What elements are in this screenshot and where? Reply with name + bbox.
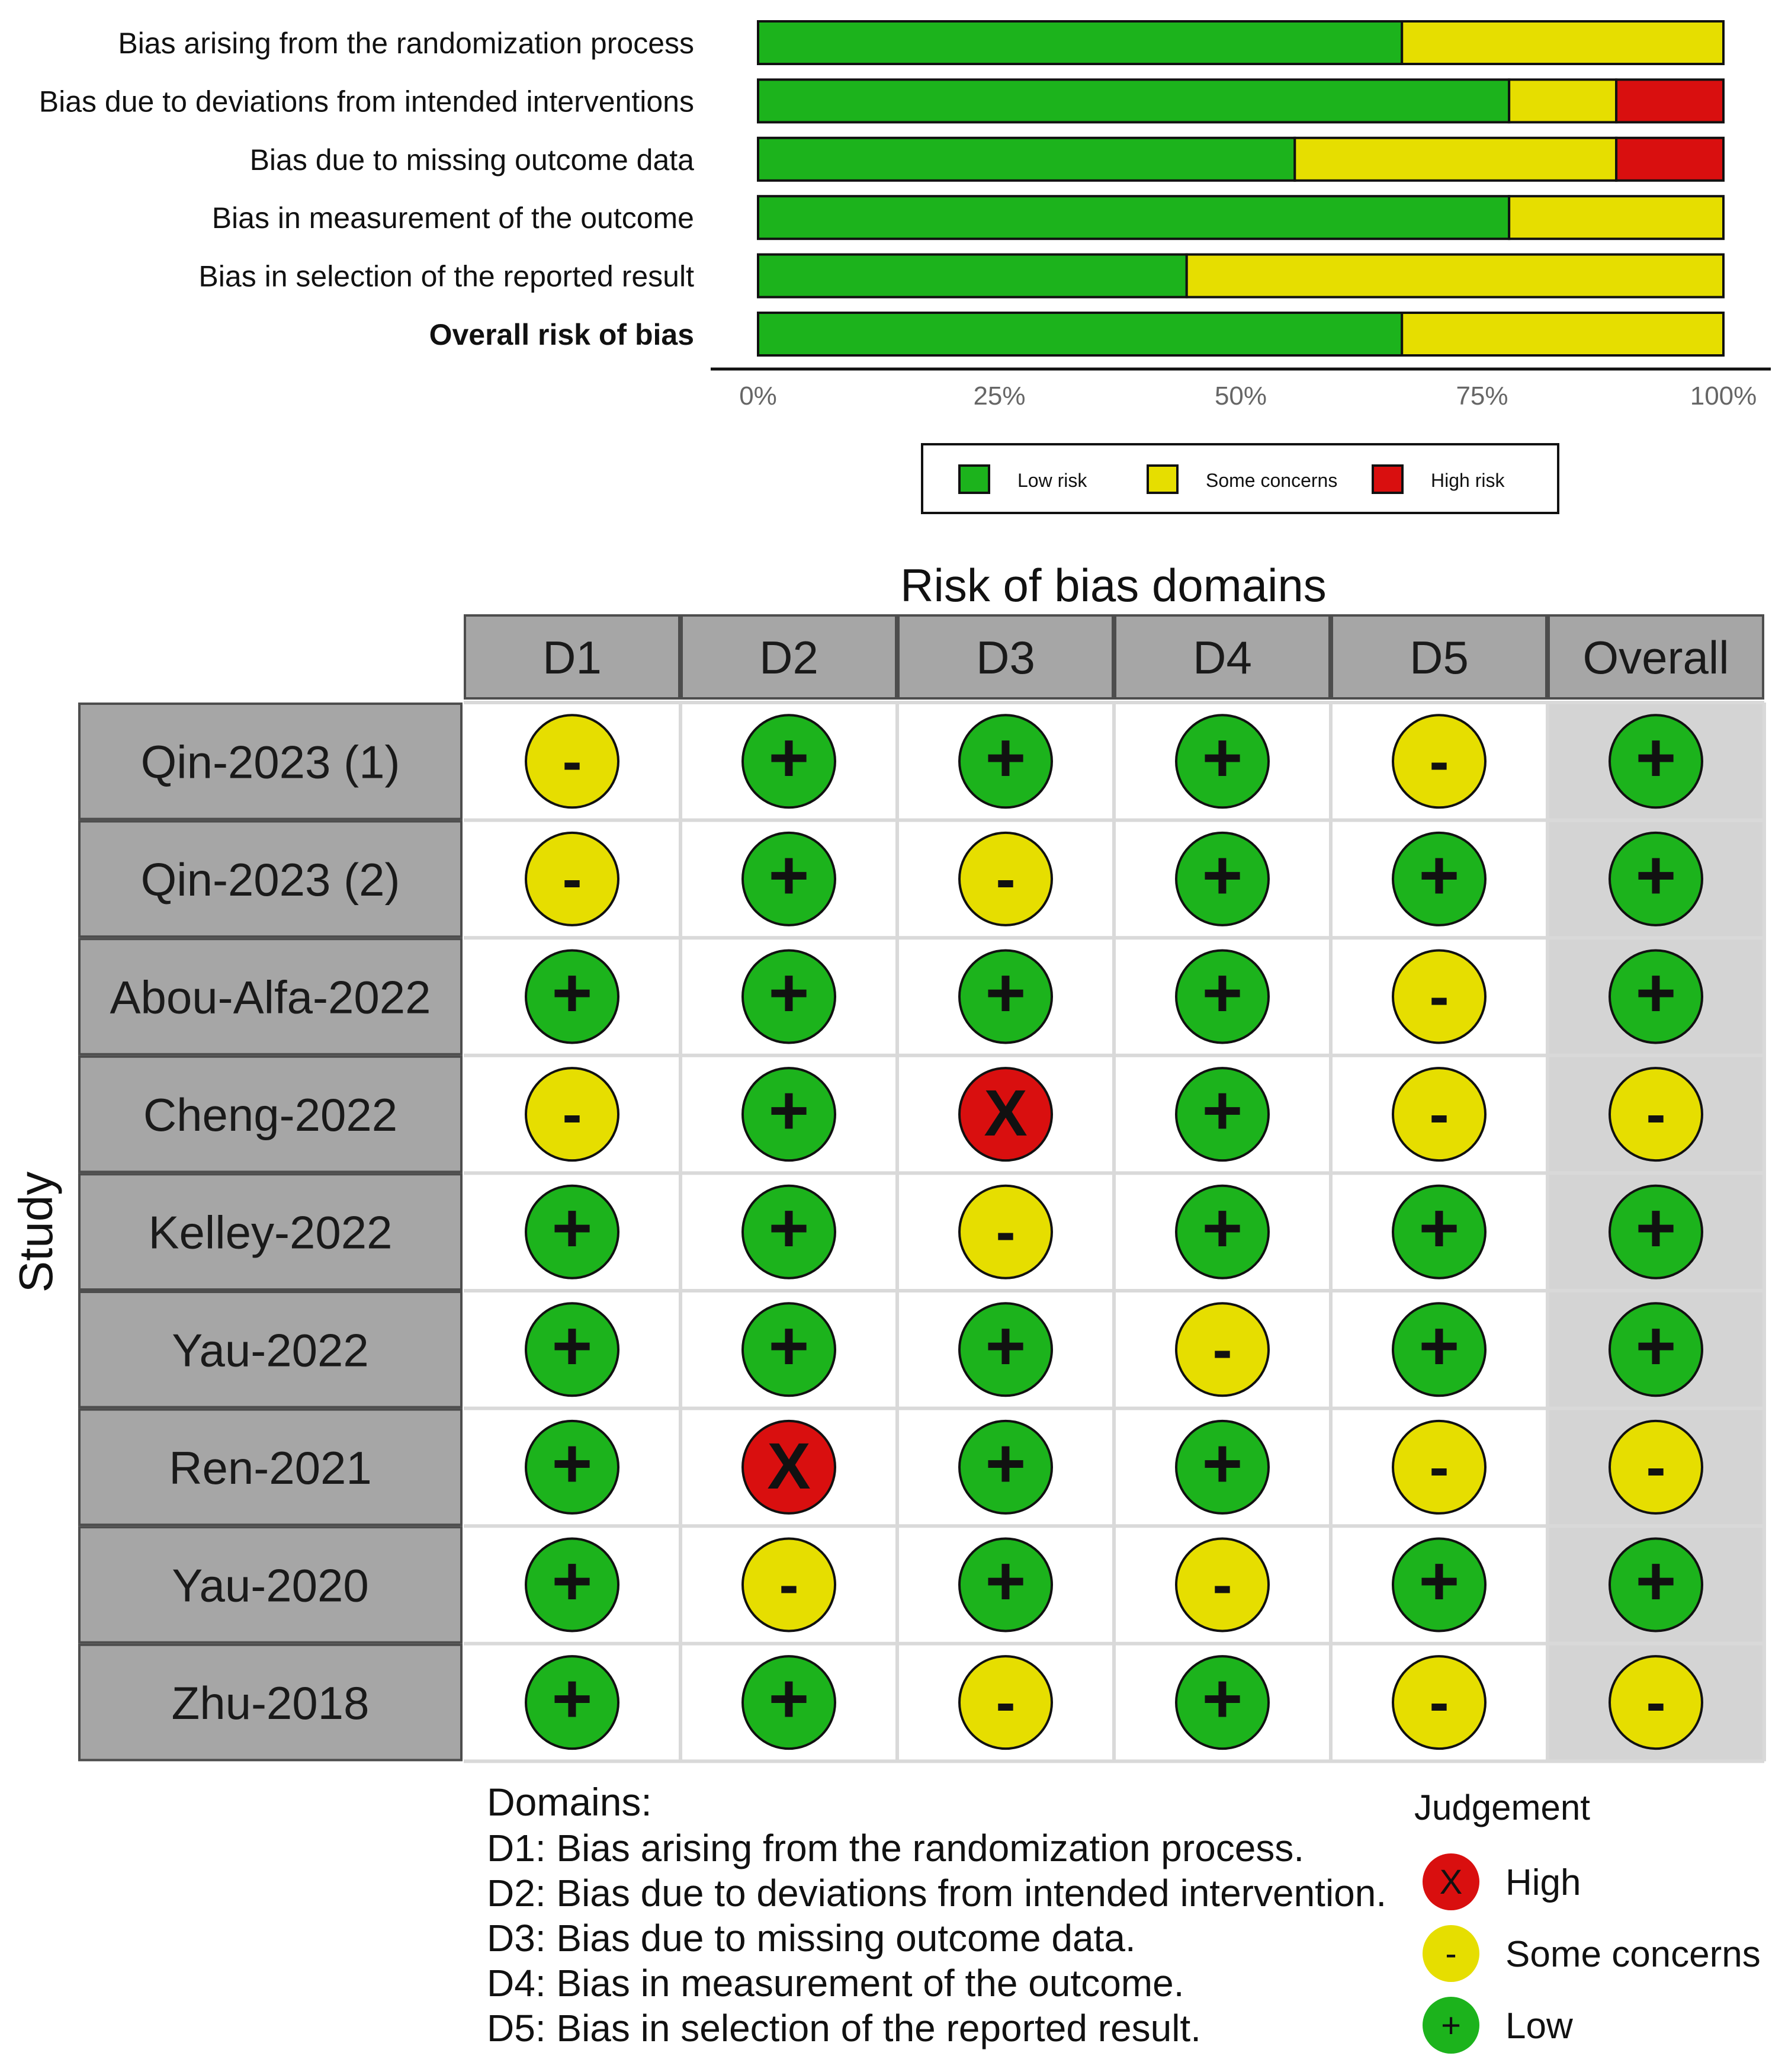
- judgement-symbol: +: [1202, 1072, 1243, 1150]
- judgement-symbol: -: [1429, 963, 1449, 1030]
- judgement-title: Judgement: [1414, 1788, 1590, 1827]
- judgement-low-icon: [526, 951, 618, 1043]
- judgement-legend-high-icon: [1423, 1853, 1479, 1910]
- judgement-symbol: +: [768, 1072, 810, 1150]
- judgement-symbol: +: [551, 1189, 593, 1268]
- judgement-symbol: -: [1429, 1433, 1449, 1500]
- judgement-some-icon: [1610, 1656, 1702, 1749]
- domains-legend: [487, 1780, 1386, 2049]
- judgement-low-icon: [1176, 715, 1269, 807]
- judgement-symbol: +: [985, 954, 1026, 1032]
- judgement-symbol: +: [985, 1424, 1026, 1503]
- judgement-low-icon: [526, 1303, 618, 1396]
- judgement-symbol: +: [768, 1189, 810, 1268]
- judgement-symbol: +: [1202, 1424, 1243, 1503]
- judgement-low-icon: [1176, 1186, 1269, 1278]
- judgement-low-icon: [526, 1656, 618, 1749]
- legend-label: Some concerns: [1206, 470, 1338, 491]
- judgement-some-icon: [1393, 951, 1485, 1043]
- judgement-symbol: -: [779, 1551, 799, 1618]
- judgement-some-icon: [1393, 1656, 1485, 1749]
- y-axis-label: Study: [9, 1171, 62, 1293]
- x-tick-label: 50%: [1214, 381, 1267, 410]
- x-tick-label: 25%: [973, 381, 1026, 410]
- judgement-low-icon: [743, 1186, 835, 1278]
- domain-description: D5: Bias in selection of the reported result.: [487, 2007, 1201, 2049]
- judgement-low-icon: [959, 1539, 1052, 1631]
- judgement-low-icon: [1610, 951, 1702, 1043]
- judgement-low-icon: [743, 951, 835, 1043]
- judgement-low-icon: [743, 715, 835, 807]
- column-header: D2: [759, 631, 818, 684]
- judgement-symbol: +: [551, 1542, 593, 1621]
- bar-label: Bias due to missing outcome data: [249, 143, 694, 177]
- column-header: Overall: [1582, 631, 1729, 684]
- judgement-some-icon: [1393, 715, 1485, 807]
- judgement-low-icon: [743, 833, 835, 925]
- judgement-low-icon: [1176, 1421, 1269, 1513]
- judgement-symbol: +: [1635, 1307, 1677, 1385]
- judgement-symbol: -: [1212, 1551, 1232, 1618]
- judgement-symbol: +: [1202, 954, 1243, 1032]
- x-tick-label: 100%: [1690, 381, 1757, 410]
- judgement-low-icon: [1176, 1656, 1269, 1749]
- judgement-symbol: +: [1202, 1189, 1243, 1268]
- judgement-low-icon: [1393, 1303, 1485, 1396]
- judgement-symbol: -: [996, 1198, 1016, 1265]
- judgement-low-icon: [743, 1068, 835, 1160]
- bar-label: Overall risk of bias: [429, 318, 694, 351]
- study-label: Zhu-2018: [171, 1677, 370, 1730]
- judgement-symbol: X: [984, 1077, 1028, 1150]
- x-tick-label: 75%: [1456, 381, 1508, 410]
- judgement-symbol: X: [767, 1429, 811, 1503]
- judgement-symbol: -: [1429, 1081, 1449, 1148]
- judgement-high-icon: [959, 1068, 1052, 1160]
- study-label: Kelley-2022: [148, 1206, 393, 1259]
- judgement-symbol: +: [1202, 836, 1243, 915]
- judgement-some-icon: [1393, 1068, 1485, 1160]
- domain-description: D2: Bias due to deviations from intended intervention.: [487, 1872, 1387, 1914]
- judgement-low-icon: [1176, 1068, 1269, 1160]
- legend-label: Low risk: [1017, 470, 1087, 491]
- judgement-symbol: -: [562, 1081, 582, 1148]
- judgement-low-icon: [959, 715, 1052, 807]
- study-label: Yau-2022: [172, 1324, 369, 1377]
- judgement-legend-symbol: +: [1441, 2006, 1461, 2045]
- judgement-some-icon: [1610, 1421, 1702, 1513]
- traffic-light-grid: [79, 615, 1764, 1761]
- study-label: Yau-2020: [172, 1559, 369, 1612]
- judgement-symbol: +: [985, 1542, 1026, 1621]
- judgement-some-icon: [1176, 1539, 1269, 1631]
- judgement-symbol: +: [1635, 954, 1677, 1032]
- column-header: D1: [542, 631, 602, 684]
- judgement-low-icon: [959, 951, 1052, 1043]
- judgement-legend-label: Some concerns: [1505, 1934, 1761, 1975]
- judgement-legend-some-icon: [1423, 1925, 1479, 1982]
- domain-description: D1: Bias arising from the randomization process.: [487, 1827, 1305, 1869]
- judgement-legend-label: Low: [1505, 2006, 1573, 2047]
- judgement-low-icon: [526, 1186, 618, 1278]
- judgement-some-icon: [526, 833, 618, 925]
- judgement-symbol: -: [1429, 1669, 1449, 1736]
- judgement-some-icon: [743, 1539, 835, 1631]
- judgement-symbol: -: [1646, 1081, 1666, 1148]
- judgement-symbol: +: [551, 1307, 593, 1385]
- judgement-low-icon: [959, 1421, 1052, 1513]
- judgement-symbol: -: [562, 845, 582, 912]
- x-tick-label: 0%: [739, 381, 777, 410]
- judgement-low-icon: [1610, 1539, 1702, 1631]
- judgement-symbol: +: [768, 719, 810, 797]
- column-header: D3: [976, 631, 1035, 684]
- judgement-symbol: +: [985, 1307, 1026, 1385]
- judgement-some-icon: [959, 833, 1052, 925]
- judgement-symbol: +: [551, 1424, 593, 1503]
- column-header: D5: [1410, 631, 1469, 684]
- judgement-some-icon: [959, 1656, 1052, 1749]
- bar-label: Bias arising from the randomization process: [118, 27, 694, 60]
- judgement-symbol: +: [1418, 836, 1460, 915]
- judgement-symbol: +: [768, 836, 810, 915]
- judgement-low-icon: [1610, 1303, 1702, 1396]
- judgement-symbol: -: [1646, 1433, 1666, 1500]
- judgement-low-icon: [959, 1303, 1052, 1396]
- judgement-legend-label: High: [1505, 1862, 1581, 1903]
- judgement-symbol: +: [1202, 719, 1243, 797]
- judgement-legend-symbol: X: [1439, 1863, 1463, 1901]
- judgement-some-icon: [1393, 1421, 1485, 1513]
- judgement-low-icon: [1610, 715, 1702, 807]
- judgement-symbol: +: [1202, 1660, 1243, 1739]
- judgement-some-icon: [959, 1186, 1052, 1278]
- bar-label: Bias in selection of the reported result: [198, 259, 694, 293]
- judgement-low-icon: [743, 1303, 835, 1396]
- judgement-symbol: +: [1418, 1542, 1460, 1621]
- judgement-symbol: +: [1635, 719, 1677, 797]
- judgement-low-icon: [1610, 1186, 1702, 1278]
- legend-label: High risk: [1431, 470, 1505, 491]
- study-label: Ren-2021: [169, 1441, 372, 1494]
- judgement-symbol: -: [1429, 728, 1449, 795]
- judgement-low-icon: [526, 1421, 618, 1513]
- study-label: Qin-2023 (2): [140, 853, 400, 906]
- study-label: Abou-Alfa-2022: [110, 971, 431, 1024]
- judgement-symbol: +: [1635, 1189, 1677, 1268]
- domain-description: D4: Bias in measurement of the outcome.: [487, 1962, 1184, 2004]
- judgement-symbol: +: [768, 954, 810, 1032]
- judgement-symbol: +: [768, 1660, 810, 1739]
- column-header: D4: [1193, 631, 1252, 684]
- judgement-symbol: +: [985, 719, 1026, 797]
- judgement-symbol: +: [1418, 1307, 1460, 1385]
- judgement-legend-low-icon: [1423, 1997, 1479, 2054]
- judgement-symbol: -: [1212, 1316, 1232, 1383]
- judgement-legend: [1414, 1788, 1761, 2054]
- judgement-symbol: -: [996, 1669, 1016, 1736]
- judgement-high-icon: [743, 1421, 835, 1513]
- domains-title: Domains:: [487, 1780, 652, 1824]
- judgement-symbol: +: [1635, 1542, 1677, 1621]
- judgement-low-icon: [1176, 951, 1269, 1043]
- judgement-legend-symbol: -: [1445, 1935, 1457, 1973]
- judgement-symbol: -: [562, 728, 582, 795]
- judgement-some-icon: [1610, 1068, 1702, 1160]
- bar-label: Bias due to deviations from intended interventions: [38, 85, 694, 118]
- study-label: Qin-2023 (1): [140, 736, 400, 788]
- judgement-symbol: +: [768, 1307, 810, 1385]
- domain-description: D3: Bias due to missing outcome data.: [487, 1917, 1136, 1959]
- judgement-symbol: +: [1418, 1189, 1460, 1268]
- judgement-symbol: +: [551, 1660, 593, 1739]
- judgement-low-icon: [526, 1539, 618, 1631]
- judgement-symbol: -: [996, 845, 1016, 912]
- judgement-some-icon: [526, 715, 618, 807]
- judgement-symbol: -: [1646, 1669, 1666, 1736]
- study-label: Cheng-2022: [143, 1089, 398, 1141]
- judgement-low-icon: [743, 1656, 835, 1749]
- judgement-low-icon: [1176, 833, 1269, 925]
- judgement-low-icon: [1393, 1539, 1485, 1631]
- judgement-symbol: +: [1635, 836, 1677, 915]
- plot-title: Risk of bias domains: [900, 559, 1327, 611]
- judgement-low-icon: [1610, 833, 1702, 925]
- judgement-some-icon: [526, 1068, 618, 1160]
- judgement-symbol: +: [551, 954, 593, 1032]
- judgement-some-icon: [1176, 1303, 1269, 1396]
- judgement-low-icon: [1393, 1186, 1485, 1278]
- judgement-low-icon: [1393, 833, 1485, 925]
- bar-label: Bias in measurement of the outcome: [211, 201, 694, 235]
